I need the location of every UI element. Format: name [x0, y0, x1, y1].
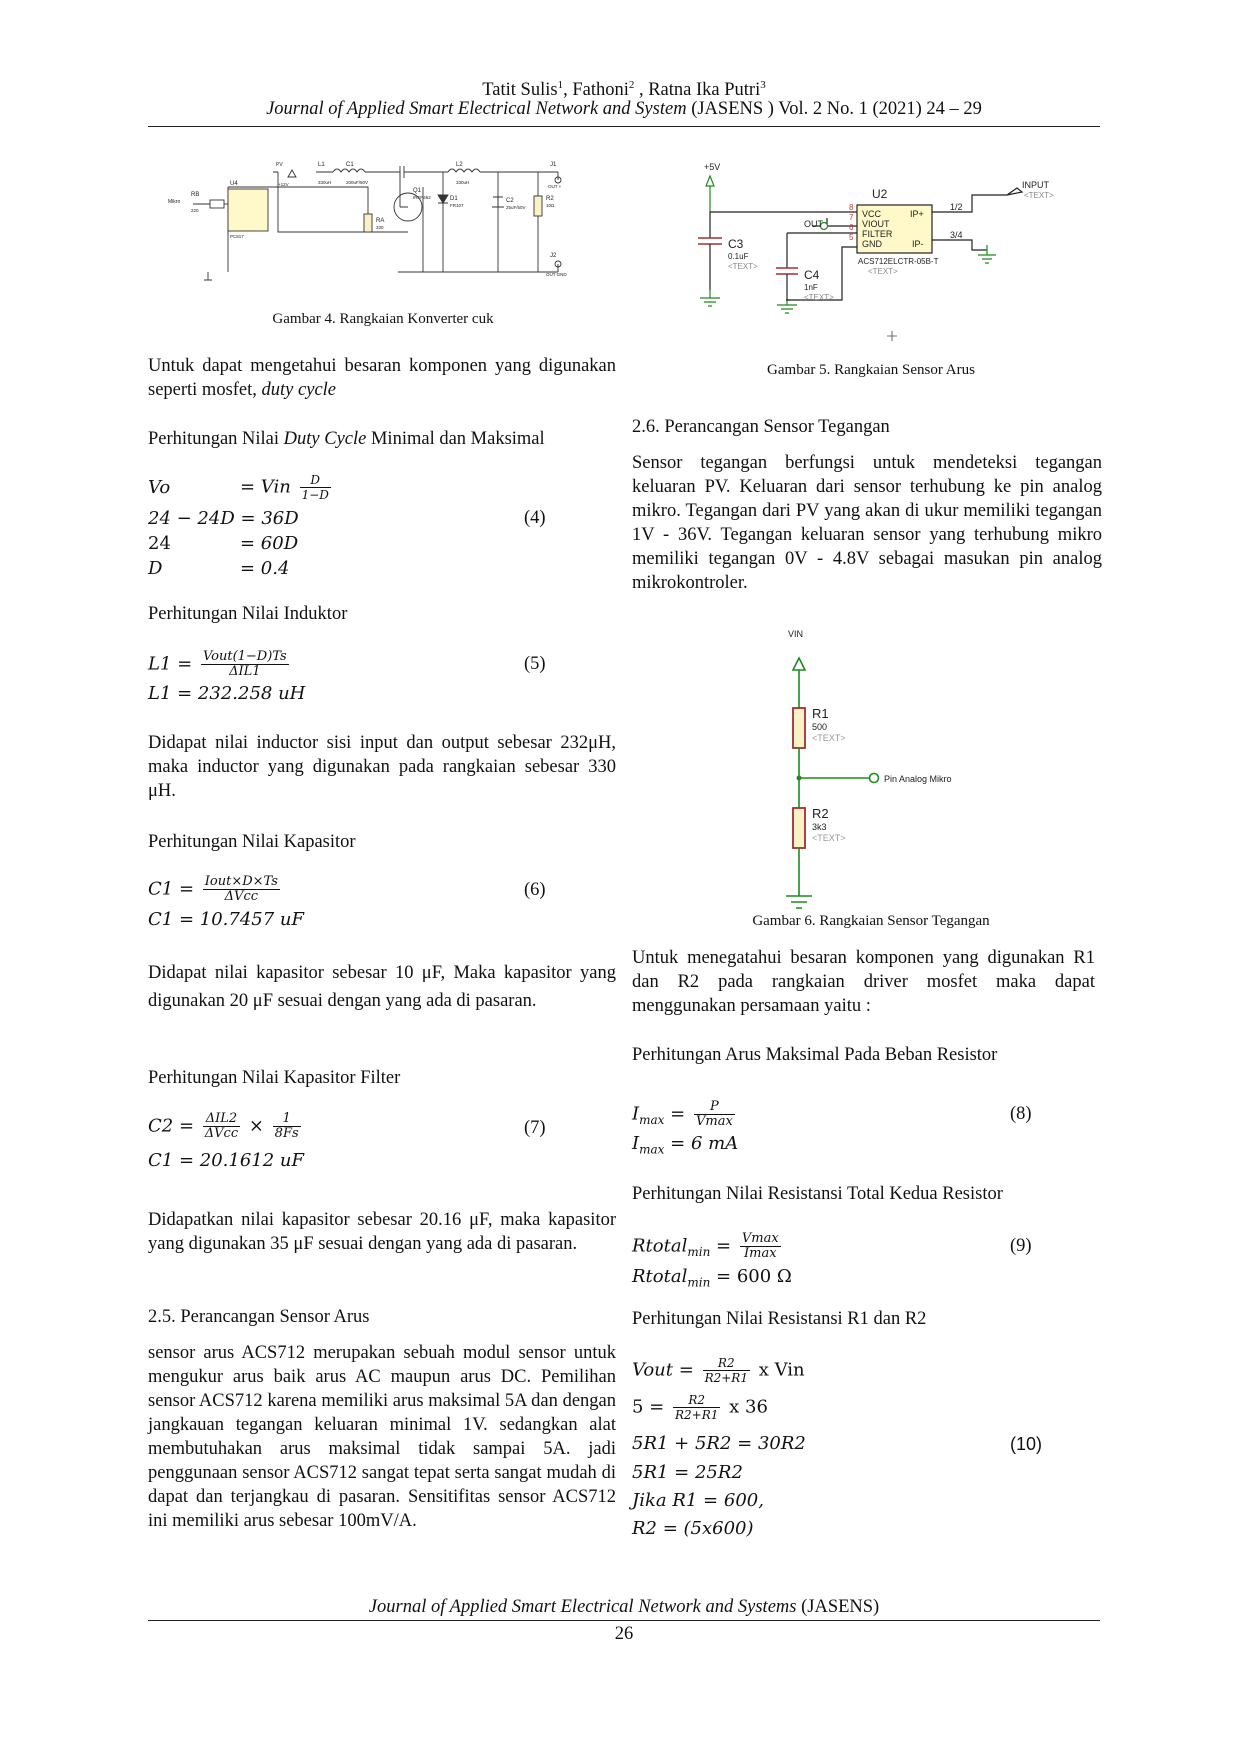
svg-text:R2: R2 [812, 806, 829, 821]
svg-text:200uF/50V: 200uF/50V [346, 180, 369, 185]
svg-text:D1: D1 [450, 196, 458, 202]
svg-text:IP+: IP+ [910, 209, 924, 219]
svg-text:<TEXT>: <TEXT> [812, 733, 846, 743]
svg-text:1nF: 1nF [804, 283, 818, 292]
eq6-line2: C1 = 10.7457 uF [148, 909, 304, 930]
svg-text:1/2: 1/2 [950, 202, 963, 212]
eq6-number: (6) [524, 880, 546, 900]
figure-5-current-sensor-circuit [682, 160, 1060, 350]
eq8-line1: $I_{max}$ = $\frac{P}{Vmax}$ [632, 1099, 733, 1129]
svg-text:VCC: VCC [862, 209, 882, 219]
svg-text:330uH: 330uH [318, 180, 332, 185]
svg-text:OUT: OUT [804, 219, 823, 229]
eq10-line5: Jika R1 = 600, [632, 1490, 764, 1511]
eq9-number: (9) [1010, 1236, 1032, 1256]
svg-text:<TEXT>: <TEXT> [1024, 191, 1054, 200]
svg-text:R2: R2 [546, 196, 554, 202]
heading-duty-cycle: Perhitungan Nilai Duty Cycle Minimal dan Maksimal [148, 429, 545, 449]
figure-4-caption: Gambar 4. Rangkaian Konverter cuk [272, 311, 494, 327]
svg-text:RB: RB [191, 192, 200, 198]
eq10-line3: 5R1 + 5R2 = 30R2 [632, 1433, 806, 1454]
svg-text:PV: PV [276, 162, 283, 168]
svg-text:OUT GND: OUT GND [546, 272, 567, 277]
eq9-line2: Rtotal$_{min}$ = 600 Ω [632, 1266, 792, 1290]
svg-text:C3: C3 [728, 237, 744, 251]
svg-text:<TEXT>: <TEXT> [812, 833, 846, 843]
svg-text:330: 330 [376, 225, 384, 230]
paragraph-capacitor: Didapat nilai kapasitor sebesar 10 μF, Maka kapasitor yang digunakan 20 μF sesuai dengan yang ada di pasaran. [148, 963, 616, 1011]
eq9-line1: Rtotal$_{min}$ = $\frac{Vmax}{Imax}$ [632, 1231, 779, 1261]
svg-text:<TEXT>: <TEXT> [728, 262, 758, 271]
footer-journal: Journal of Applied Smart Electrical Network and Systems (JASENS) [368, 1597, 880, 1617]
eq4-line4-rhs: = 0.4 [240, 558, 290, 579]
svg-text:<TEXT>: <TEXT> [804, 293, 834, 302]
svg-text:Q1: Q1 [413, 188, 422, 194]
figure-4-converter-circuit [168, 152, 598, 297]
eq4-line1-rhs: = Vin $\frac{D}{1-D}$ [240, 473, 329, 502]
svg-text:OUT +: OUT + [548, 184, 562, 189]
figure-5-caption: Gambar 5. Rangkaian Sensor Arus [767, 362, 975, 378]
running-header-authors: Tatit Sulis$^1$, Fathoni$^2$ , Ratna Ika Putri$^3$ [482, 79, 766, 101]
eq4-line3-rhs: = 60D [240, 533, 299, 554]
figure-6-caption: Gambar 6. Rangkaian Sensor Tegangan [752, 913, 990, 929]
svg-text:ACS712ELCTR-05B-T: ACS712ELCTR-05B-T [858, 257, 939, 266]
eq7-number: (7) [524, 1118, 546, 1138]
paragraph-inductor: Didapat nilai inductor sisi input dan output sebesar 232μH, maka inductor yang digunakan pada rangkaian sebesar 330 μH. [148, 733, 616, 801]
svg-text:Pin Analog Mikro: Pin Analog Mikro [884, 774, 952, 784]
svg-text:IP-: IP- [912, 239, 924, 249]
page-number: 26 [614, 1624, 634, 1644]
svg-text:0.1uF: 0.1uF [728, 252, 749, 261]
svg-text:PC817: PC817 [230, 234, 244, 239]
svg-text:U4: U4 [230, 181, 238, 187]
eq4-line4: D [148, 558, 163, 579]
svg-text:VIN: VIN [788, 629, 804, 639]
heading-r1-r2: Perhitungan Nilai Resistansi R1 dan R2 [632, 1309, 927, 1329]
svg-text:INPUT: INPUT [1022, 180, 1049, 190]
header-rule [148, 126, 1100, 127]
svg-text:+5V: +5V [704, 162, 721, 172]
eq10-line6: R2 = (5x600) [632, 1518, 754, 1539]
section-heading-2-5: 2.5. Perancangan Sensor Arus [148, 1307, 370, 1327]
eq4-line3: 24 [148, 533, 171, 554]
paragraph-untuk-menegatahui: Untuk menegatahui besaran komponen yang digunakan R1 dan R2 pada rangkaian driver mosfet maka dapat menggunakan persamaan yaitu : [632, 948, 1095, 1016]
heading-filter-capacitor: Perhitungan Nilai Kapasitor Filter [148, 1068, 401, 1088]
svg-text:3k3: 3k3 [812, 822, 827, 832]
svg-text:FR107: FR107 [450, 203, 464, 208]
paragraph-current-sensor: sensor arus ACS712 merupakan sebuah modul sensor untuk mengukur arus baik arus AC maupun arus DC. Pemilihan sensor ACS712 karena memiliki arus maksimal 5A dan dengan jangkauan tegangan keluaran minimal 1V. sedangkan alat membutuhakan arus maksimal tidak sampai 5A. jadi penggunaan sensor ACS712 sangat tepat serta sangat mudah di dapat dan terjangkau di pasaran. Sensitifitas sensor ACS712 ini memiliki arus sebesar 100mV/A. [148, 1343, 616, 1531]
svg-text:L2: L2 [456, 162, 463, 168]
svg-text:25uF/50V: 25uF/50V [506, 205, 526, 210]
eq4-line1: Vo [148, 477, 171, 498]
svg-text:6: 6 [849, 223, 854, 232]
svg-text:IRFP462: IRFP462 [413, 195, 431, 200]
eq10-line4: 5R1 = 25R2 [632, 1462, 743, 1483]
eq8-number: (8) [1010, 1104, 1032, 1124]
eq4-number: (4) [524, 508, 546, 528]
svg-text:220: 220 [191, 208, 199, 213]
eq7-line1: C2 = $\frac{\text{ΔIL2}}{\text{ΔVcc}}$ × $\frac{1}{8Fs}$ [148, 1111, 299, 1141]
svg-text:RA: RA [376, 218, 385, 224]
svg-text:GND: GND [862, 239, 882, 249]
svg-text:Mikro: Mikro [168, 199, 181, 205]
svg-text:VIOUT: VIOUT [862, 219, 890, 229]
paragraph-filter-capacitor: Didapatkan nilai kapasitor sebesar 20.16 μF, maka kapasitor yang digunakan 35 μF sesuai dengan yang ada di pasaran. [148, 1210, 616, 1254]
svg-text:FILTER: FILTER [862, 229, 893, 239]
svg-text:L1: L1 [318, 162, 325, 168]
svg-text:7: 7 [849, 213, 854, 222]
heading-rtotal: Perhitungan Nilai Resistansi Total Kedua Resistor [632, 1184, 1003, 1204]
eq7-line2: C1 = 20.1612 uF [148, 1150, 304, 1171]
heading-capacitor: Perhitungan Nilai Kapasitor [148, 832, 356, 852]
svg-text:10Ω: 10Ω [546, 203, 555, 208]
eq5-line1: L1 = $\frac{\text{Vout(1−D)Ts}}{\text{ΔIL1}}$ [148, 649, 287, 679]
figure-6-voltage-sensor-circuit [770, 628, 1010, 918]
svg-text:5: 5 [849, 233, 854, 242]
heading-imax: Perhitungan Arus Maksimal Pada Beban Resistor [632, 1045, 998, 1065]
eq4-line2: 24 − 24D = 36D [148, 508, 299, 529]
svg-text:500: 500 [812, 722, 828, 732]
intro-paragraph: Untuk dapat mengetahui besaran komponen yang digunakan seperti mosfet, duty cycle [148, 356, 616, 400]
svg-text:U2: U2 [872, 187, 888, 201]
eq6-line1: C1 = $\frac{\text{Iout×D×Ts}}{\text{ΔVcc}}$ [148, 874, 278, 904]
eq10-number: (10) [1010, 1434, 1043, 1454]
eq8-line2: $I_{max} = 6$ mA [632, 1133, 739, 1157]
svg-text:+12V: +12V [278, 182, 289, 187]
paragraph-voltage-sensor: Sensor tegangan berfungsi untuk mendeteksi tegangan keluaran PV. Keluaran dari sensor terhubung ke pin analog mikro. Tegangan dari PV yang akan di ukur memiliki tegangan 1V - 36V. Tegangan keluaran sensor yang terhubung mikro memiliki tegangan 0V - 4.8V sebagai masukan pin analog mikrokontroler. [632, 453, 1102, 593]
heading-inductor: Perhitungan Nilai Induktor [148, 604, 348, 624]
svg-text:R1: R1 [812, 706, 829, 721]
running-header-journal: Journal of Applied Smart Electrical Network and System (JASENS ) Vol. 2 No. 1 (2021) 24 – 29 [266, 99, 982, 119]
footer-rule [148, 1620, 1100, 1621]
eq10-line2: 5 = $\frac{R2}{R2+R1}$ x 36 [632, 1393, 768, 1422]
svg-text:C1: C1 [346, 162, 354, 168]
eq5-number: (5) [524, 654, 546, 674]
svg-text:J2: J2 [550, 253, 557, 259]
svg-text:8: 8 [849, 203, 854, 212]
svg-text:J1: J1 [550, 162, 557, 168]
svg-text:C4: C4 [804, 268, 820, 282]
svg-text:330uH: 330uH [456, 180, 470, 185]
svg-text:3/4: 3/4 [950, 230, 963, 240]
eq10-line1: Vout = $\frac{R2}{R2+R1}$ x Vin [632, 1356, 805, 1385]
section-heading-2-6: 2.6. Perancangan Sensor Tegangan [632, 417, 890, 437]
svg-text:<TEXT>: <TEXT> [868, 267, 898, 276]
svg-text:C2: C2 [506, 198, 514, 204]
eq5-line2: L1 = 232.258 uH [148, 683, 306, 704]
